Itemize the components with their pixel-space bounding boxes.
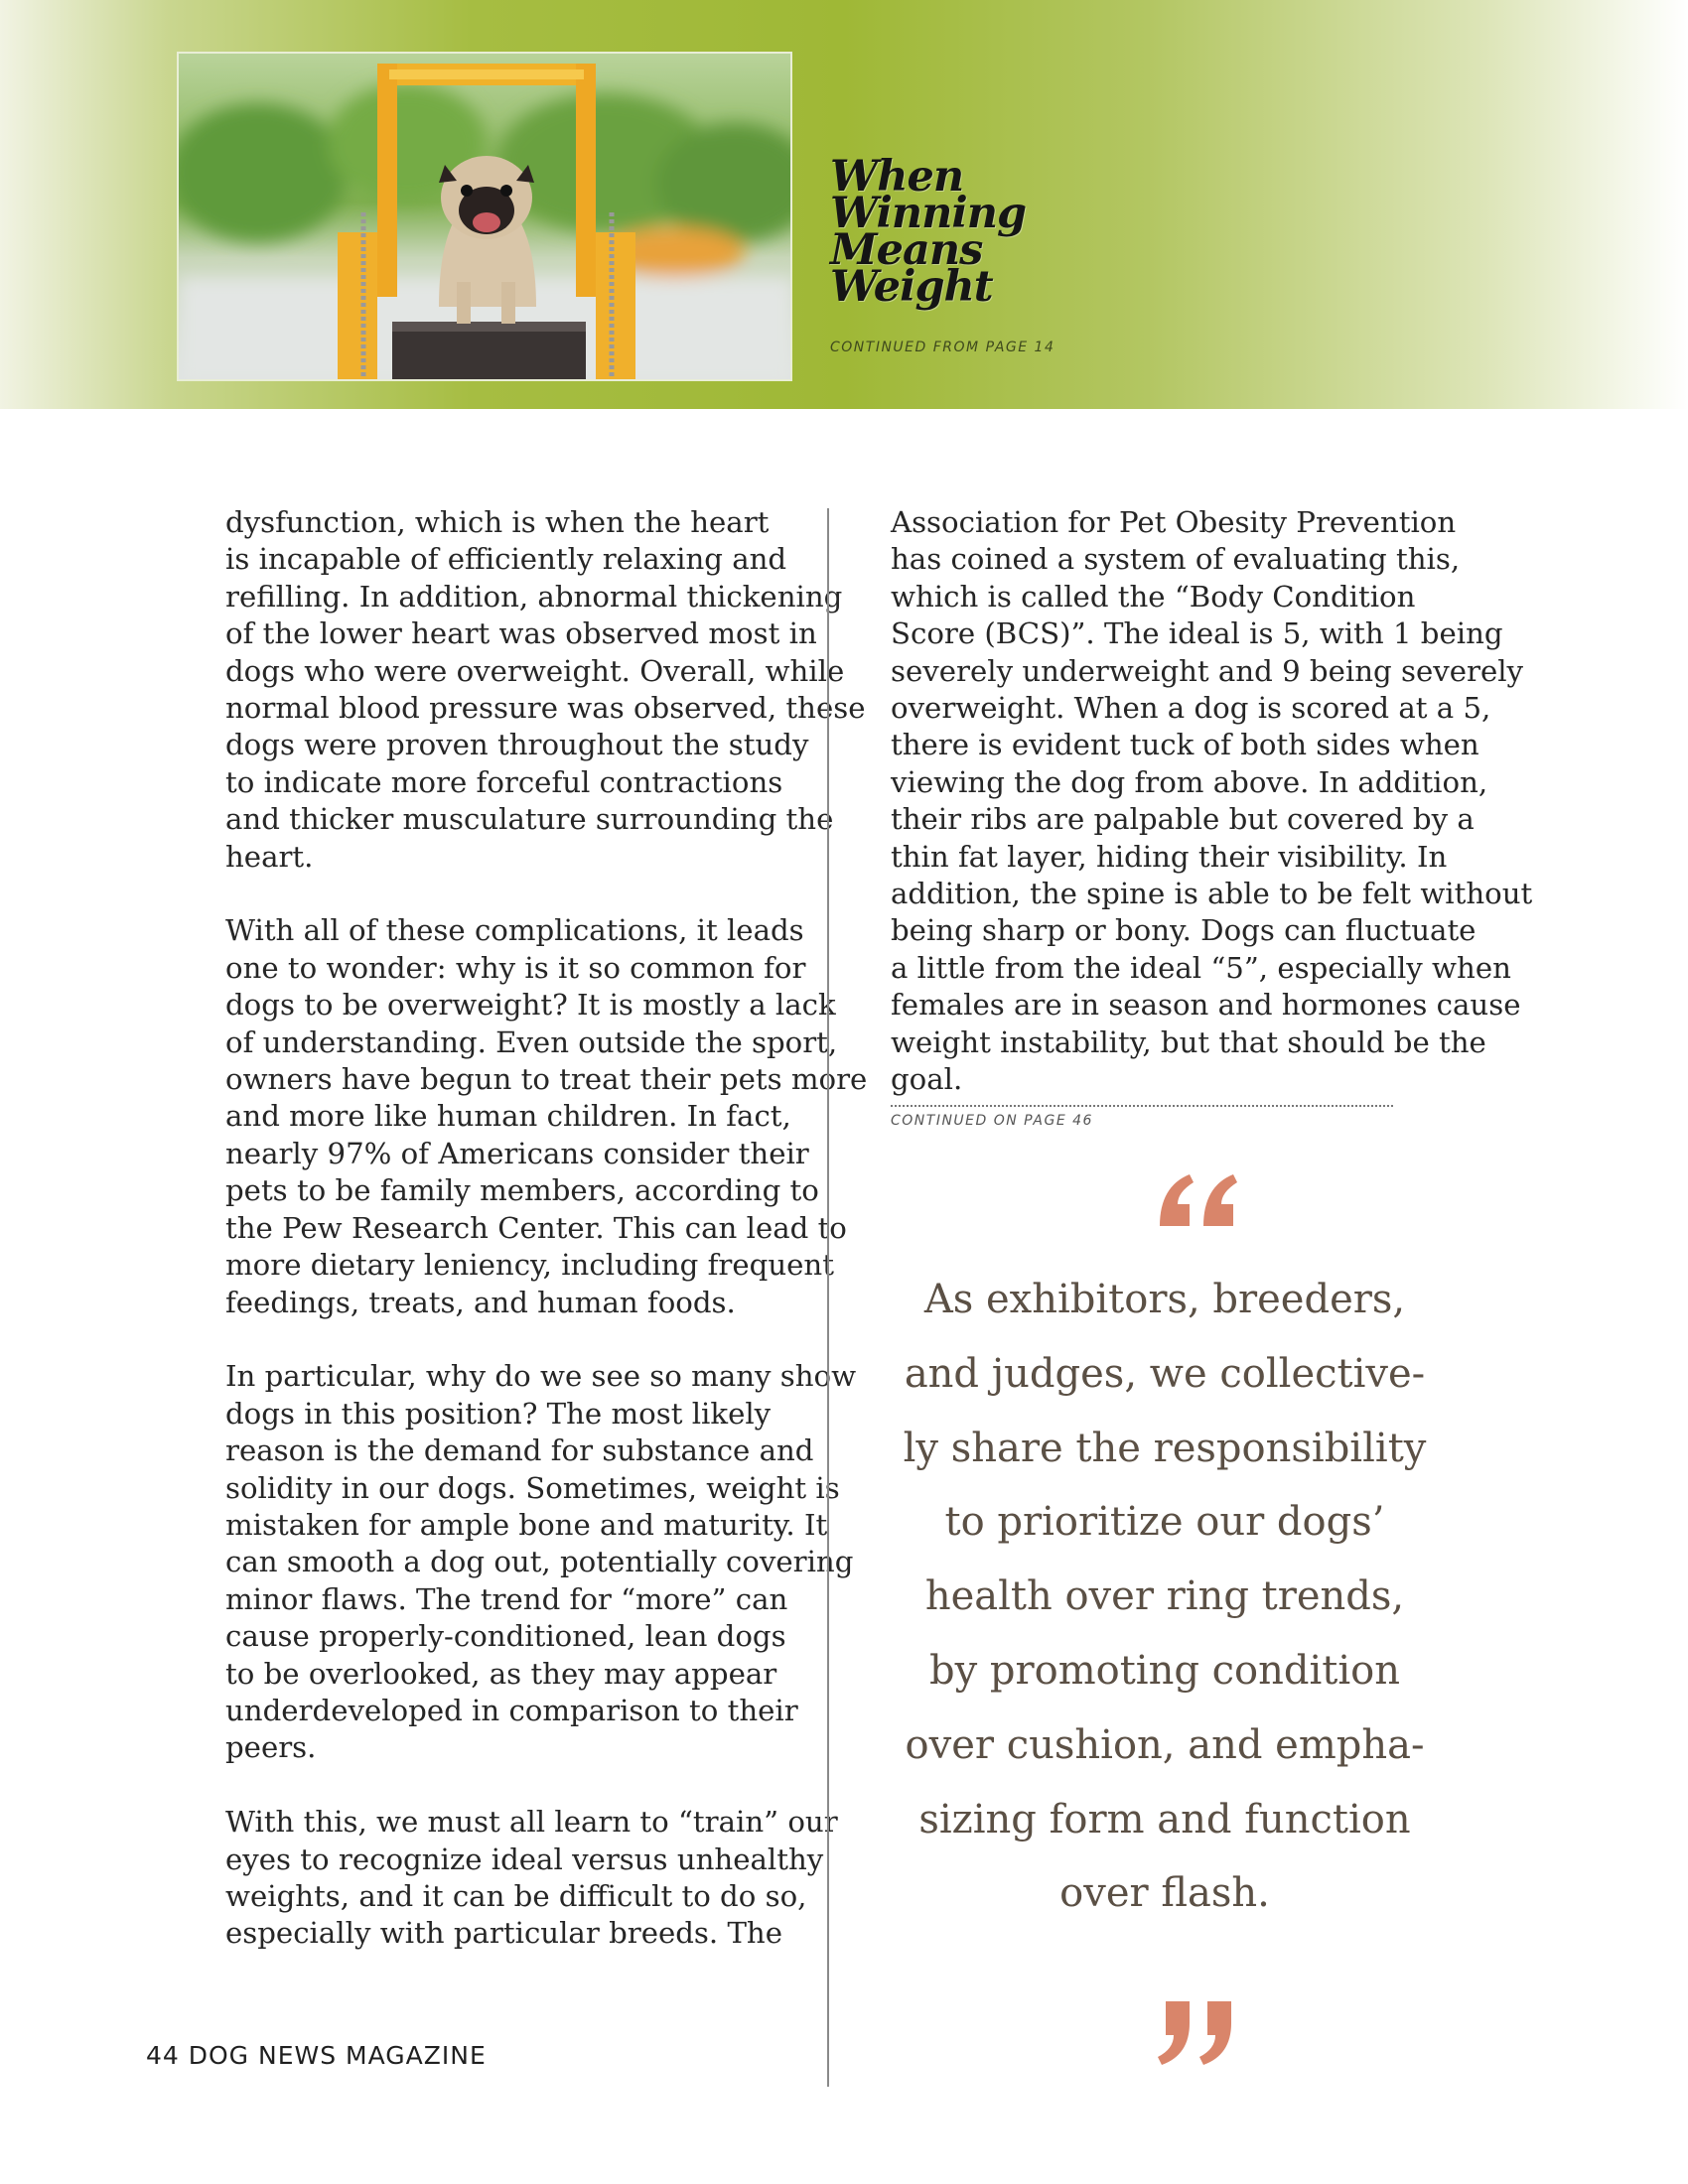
pug-agility-photo	[177, 52, 792, 381]
text-line: nearly 97% of Americans consider their	[225, 1136, 809, 1170]
text-line: being sharp or bony. Dogs can fluctuate	[891, 913, 1477, 948]
text-line: dysfunction, which is when the heart	[225, 505, 770, 539]
article-title	[830, 152, 1108, 312]
text-line: Association for Pet Obesity Prevention	[891, 505, 1457, 539]
text-line: more dietary leniency, including frequent	[225, 1248, 834, 1283]
text-line: females are in season and hormones cause	[891, 988, 1521, 1023]
title-line: When	[830, 152, 964, 202]
text-line: peers.	[225, 1730, 317, 1765]
quote-line: to prioritize our dogs’	[944, 1499, 1385, 1546]
title-line: Means	[830, 225, 983, 275]
text-line: refilling. In addition, abnormal thickening	[225, 579, 843, 614]
text-line: With all of these complications, it leads	[225, 913, 804, 948]
text-line: cause properly-conditioned, lean dogs	[225, 1619, 786, 1654]
text-line: eyes to recognize ideal versus unhealthy	[225, 1842, 824, 1876]
paragraph	[225, 504, 866, 876]
title-line: Winning	[830, 189, 1027, 238]
text-line: owners have begun to treat their pets more	[225, 1062, 868, 1097]
continued-on-label: CONTINUED ON PAGE 46	[891, 1113, 1093, 1129]
open-quote-icon	[1150, 1166, 1249, 1246]
paragraph	[225, 1358, 857, 1766]
text-line: goal.	[891, 1062, 963, 1097]
quote-line: sizing form and function	[918, 1796, 1411, 1843]
quote-line: over flash.	[1059, 1870, 1270, 1917]
paragraph	[225, 1804, 838, 1953]
text-line: dogs were proven throughout the study	[225, 728, 809, 762]
quote-line: by promoting condition	[928, 1647, 1401, 1694]
quote-line: health over ring trends,	[924, 1573, 1405, 1620]
text-line: and more like human children. In fact,	[225, 1099, 791, 1134]
text-line: has coined a system of evaluating this,	[891, 542, 1461, 577]
text-line: to indicate more forceful contractions	[225, 764, 783, 799]
paragraph	[891, 504, 1533, 1099]
text-line: reason is the demand for substance and	[225, 1433, 814, 1468]
text-line: especially with particular breeds. The	[225, 1916, 783, 1951]
text-line: With this, we must all learn to “train” our	[225, 1805, 838, 1840]
text-line: weights, and it can be difficult to do so,	[225, 1878, 807, 1913]
text-line: of the lower heart was observed most in	[225, 616, 817, 651]
pull-quote	[887, 1263, 1443, 1931]
page-footer: 44 DOG NEWS MAGAZINE	[146, 2041, 487, 2070]
text-line: mistaken for ample bone and maturity. It	[225, 1507, 828, 1542]
text-line: Score (BCS)”. The ideal is 5, with 1 being	[891, 616, 1503, 651]
text-line: feedings, treats, and human foods.	[225, 1285, 736, 1319]
text-line: is incapable of efficiently relaxing and	[225, 542, 787, 577]
text-line: which is called the “Body Condition	[891, 579, 1416, 614]
quote-line: ly share the responsibility	[903, 1425, 1427, 1471]
dotted-rule	[891, 1105, 1393, 1107]
quote-line: As exhibitors, breeders,	[923, 1277, 1406, 1322]
text-line: to be overlooked, as they may appear	[225, 1656, 777, 1691]
quote-line: and judges, we collective-	[904, 1350, 1426, 1397]
text-line: of understanding. Even outside the sport,	[225, 1024, 838, 1059]
close-quote-icon	[1150, 1993, 1249, 2073]
title-line: Weight	[830, 262, 993, 312]
text-line: their ribs are palpable but covered by a	[891, 802, 1475, 837]
text-line: there is evident tuck of both sides when	[891, 728, 1479, 762]
text-line: severely underweight and 9 being severely	[891, 653, 1524, 688]
quote-line: over cushion, and empha-	[905, 1721, 1425, 1768]
text-line: dogs who were overweight. Overall, while	[225, 653, 845, 688]
text-line: the Pew Research Center. This can lead to	[225, 1210, 847, 1245]
text-line: weight instability, but that should be the	[891, 1024, 1486, 1059]
column-divider	[827, 508, 829, 2087]
text-line: thin fat layer, hiding their visibility. In	[891, 839, 1448, 874]
text-line: one to wonder: why is it so common for	[225, 950, 806, 985]
right-column	[891, 504, 1533, 1136]
left-column	[225, 504, 868, 1989]
header-banner	[0, 0, 1688, 409]
text-line: underdeveloped in comparison to their	[225, 1693, 798, 1727]
text-line: pets to be family members, according to	[225, 1173, 819, 1208]
text-line: dogs to be overweight? It is mostly a lack	[225, 988, 836, 1023]
text-line: viewing the dog from above. In addition,	[891, 764, 1488, 799]
text-line: dogs in this position? The most likely	[225, 1396, 772, 1431]
text-line: In particular, why do we see so many show	[225, 1359, 857, 1394]
pug-photo-illustration	[179, 54, 792, 381]
text-line: normal blood pressure was observed, these	[225, 691, 866, 726]
text-line: solidity in our dogs. Sometimes, weight is	[225, 1470, 840, 1505]
text-line: and thicker musculature surrounding the	[225, 802, 834, 837]
text-line: a little from the ideal “5”, especially when	[891, 950, 1511, 985]
paragraph	[225, 912, 868, 1320]
text-line: overweight. When a dog is scored at a 5,	[891, 691, 1491, 726]
continued-from-label: CONTINUED FROM PAGE 14	[830, 340, 1055, 355]
text-line: addition, the spine is able to be felt without	[891, 877, 1533, 911]
text-line: heart.	[225, 839, 314, 874]
text-line: minor flaws. The trend for “more” can	[225, 1581, 788, 1616]
text-line: can smooth a dog out, potentially covering	[225, 1545, 854, 1579]
